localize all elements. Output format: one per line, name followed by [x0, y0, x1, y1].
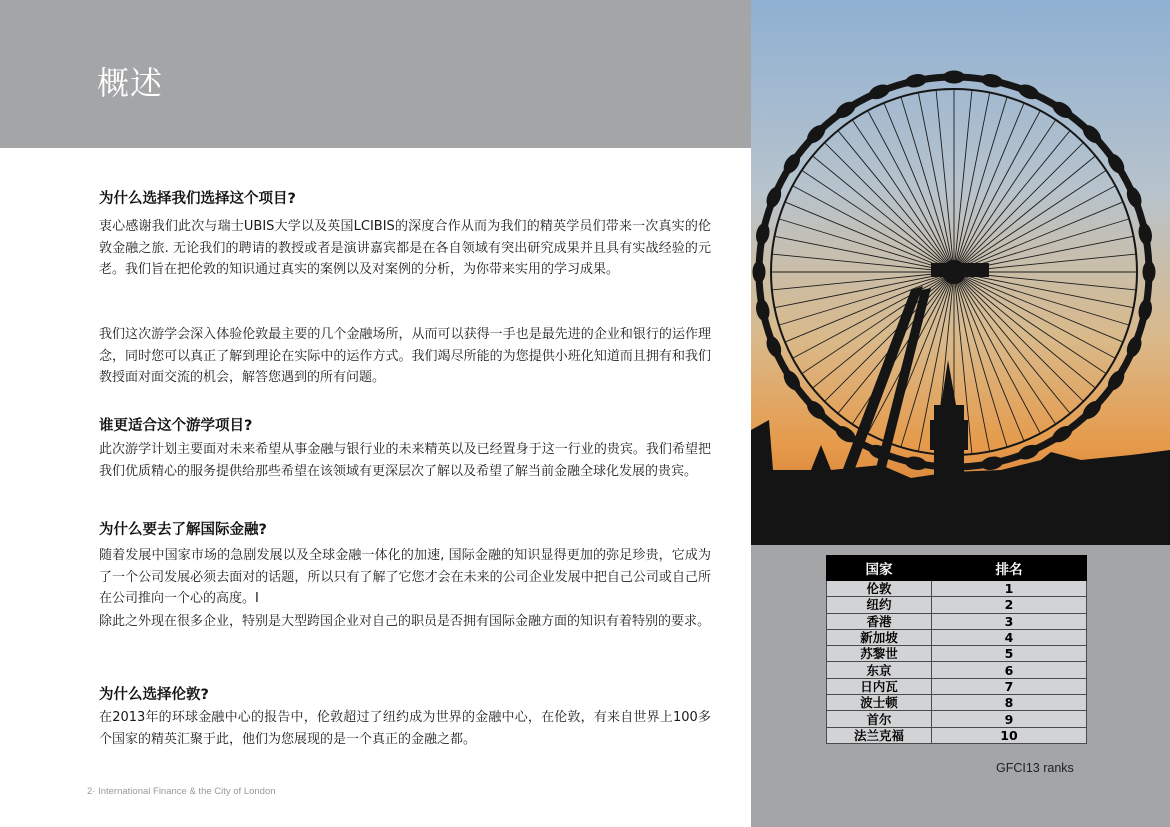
city-cell: 法兰克福 [827, 727, 932, 743]
table-caption: GFCI13 ranks [996, 761, 1074, 775]
table-row [827, 695, 1087, 711]
rank-cell: 9 [932, 711, 1087, 727]
table-row [827, 613, 1087, 629]
paragraph-why-us-1: 衷心感谢我们此次与瑞士UBIS大学以及英国LCIBIS的深度合作从而为我们的精英学员们带来一次真实的伦敦金融之旅. 无论我们的聘请的教授或者是演讲嘉宾都是在各自领域有突出研究成果并且具有实战经验的元老。我们旨在把伦敦的知识通过真实的案例以及对案例的分析，为你带来实用的学习成果。 [99, 219, 711, 277]
rank-cell: 2 [932, 597, 1087, 613]
paragraph-why-us-2: 我们这次游学会深入体验伦敦最主要的几个金融场所，从而可以获得一手也是最先进的企业和银行的运作理念，同时您可以真正了解到理论在实际中的运作方式。我们竭尽所能的为您提供小班化知道而且拥有和我们教授面对面交流的机会，解答您遇到的所有问题。 [99, 327, 711, 385]
table-row [827, 678, 1087, 694]
rank-cell: 5 [932, 646, 1087, 662]
table-row [827, 597, 1087, 613]
city-cell: 日内瓦 [827, 678, 932, 694]
rank-cell: 7 [932, 678, 1087, 694]
rank-cell: 10 [932, 727, 1087, 743]
table-row [827, 662, 1087, 678]
section-heading-why-intl-finance: 为什么要去了解国际金融? [99, 522, 267, 538]
city-cell: 东京 [827, 662, 932, 678]
paragraph-who-suits: 此次游学计划主要面对未来希望从事金融与银行业的未来精英以及已经置身于这一行业的贵宾。我们希望把我们优质精心的服务提供给那些希望在该领域有更深层次了解以及希望了解当前金融全球化发展的贵宾。 [99, 442, 711, 479]
section-heading-who-suits: 谁更适合这个游学项目? [99, 418, 253, 434]
city-cell: 香港 [827, 613, 932, 629]
city-cell: 苏黎世 [827, 646, 932, 662]
london-eye-photo [751, 0, 1170, 545]
section-heading-why-us: 为什么选择我们选择这个项目? [99, 191, 296, 207]
section-heading-why-london: 为什么选择伦敦? [99, 687, 209, 703]
page-title: 概述 [97, 64, 164, 102]
city-cell: 伦敦 [827, 581, 932, 597]
table-row [827, 711, 1087, 727]
gfci-ranking-table [826, 555, 1087, 744]
rank-cell: 1 [932, 581, 1087, 597]
rank-cell: 8 [932, 695, 1087, 711]
rank-cell: 3 [932, 613, 1087, 629]
paragraph-why-intl-finance-2: 除此之外现在很多企业，特别是大型跨国企业对自己的职员是否拥有国际金融方面的知识有着特别的要求。 [99, 614, 711, 629]
page-footer: 2· International Finance & the City of London [87, 786, 276, 797]
table-row [827, 629, 1087, 645]
paragraph-why-london: 在2013年的环球金融中心的报告中，伦敦超过了纽约成为世界的金融中心，在伦敦，有来自世界上100多个国家的精英汇聚于此，他们为您展现的是一个真正的金融之都。 [99, 710, 711, 747]
city-cell: 新加坡 [827, 629, 932, 645]
table-row [827, 727, 1087, 743]
column-header-country: 国家 [827, 556, 932, 581]
column-header-rank: 排名 [932, 556, 1087, 581]
rank-cell: 4 [932, 629, 1087, 645]
table-row [827, 646, 1087, 662]
city-cell: 首尔 [827, 711, 932, 727]
rank-cell: 6 [932, 662, 1087, 678]
table-row [827, 581, 1087, 597]
paragraph-why-intl-finance-1: 随着发展中国家市场的急剧发展以及全球金融一体化的加速, 国际金融的知识显得更加的弥足珍贵，它成为了一个公司发展必须去面对的话题，所以只有了解了它您才会在未来的公司企业发展中把自己公司或自己所在公司推向一个心的高度。I [99, 548, 711, 606]
city-cell: 纽约 [827, 597, 932, 613]
table-header-row [827, 556, 1087, 581]
city-cell: 波士顿 [827, 695, 932, 711]
